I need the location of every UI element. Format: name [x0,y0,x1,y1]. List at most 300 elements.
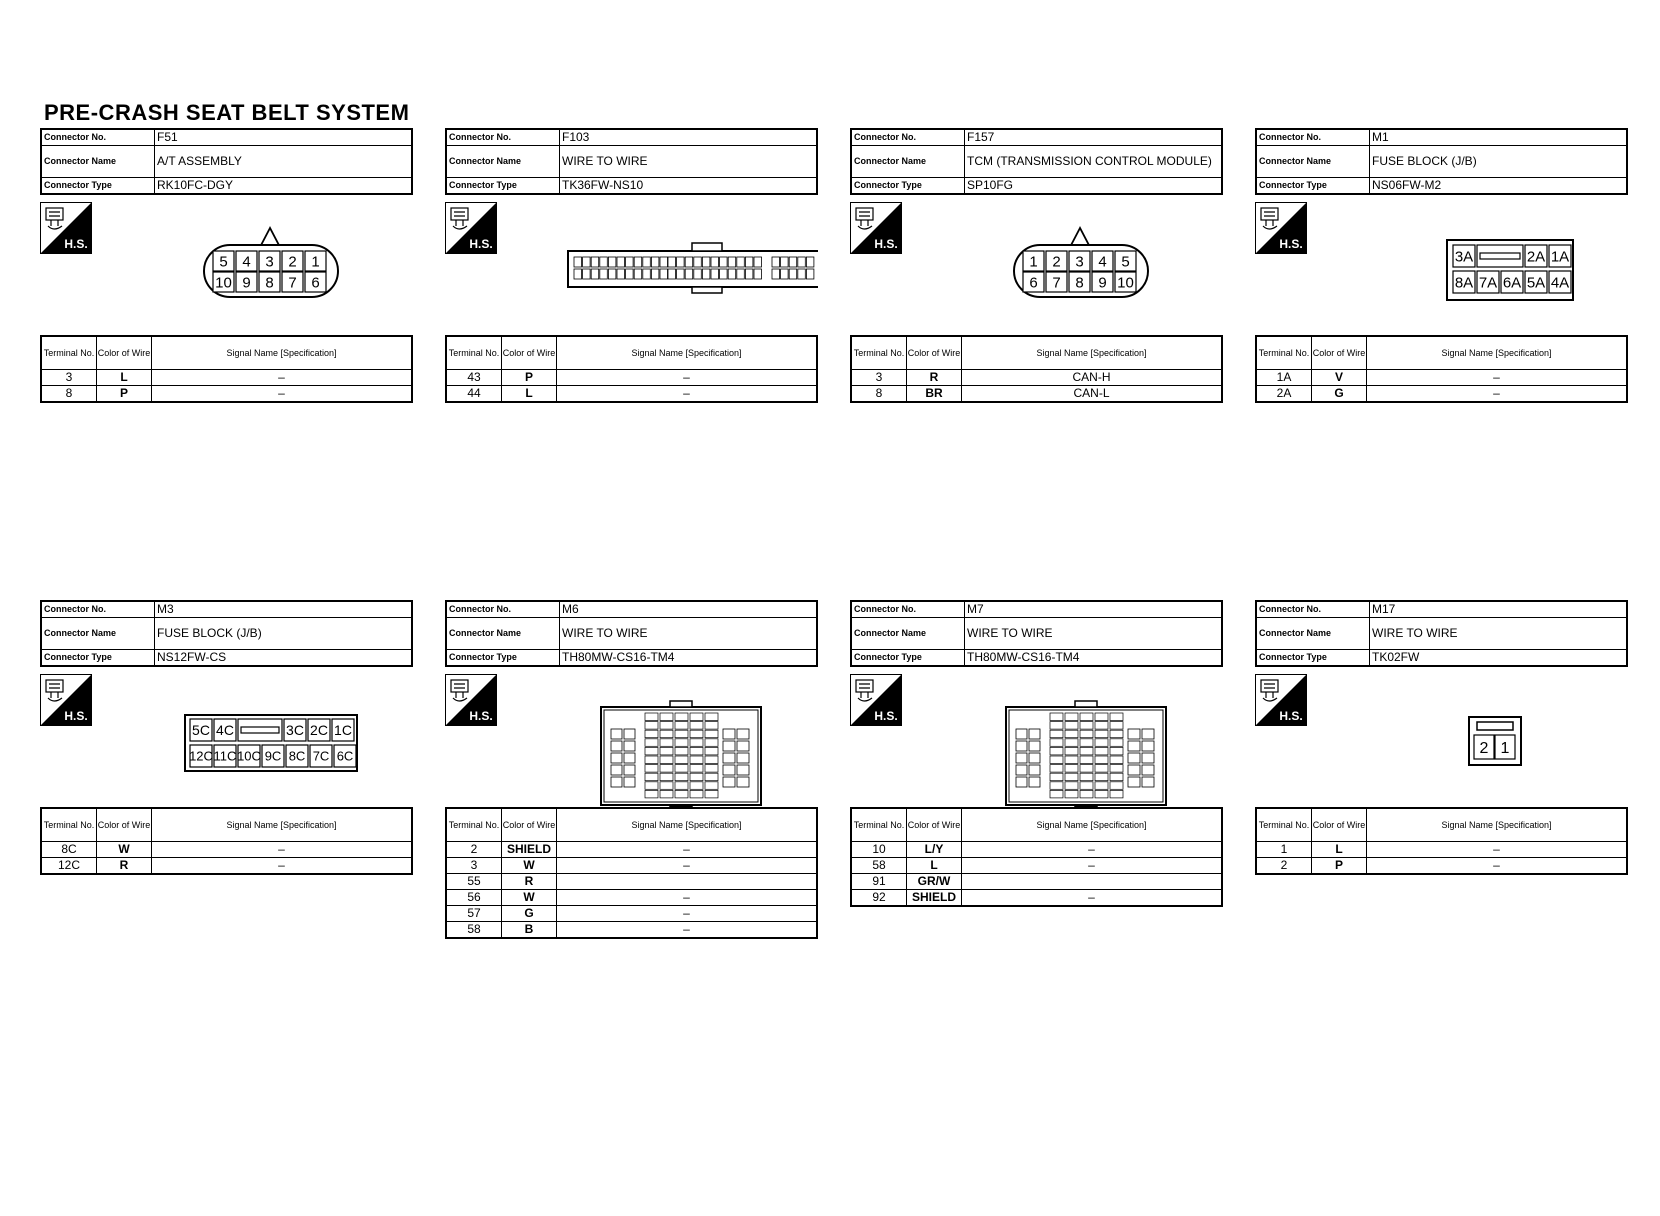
connector-pin [624,765,635,775]
connector-face-drawing [100,195,413,335]
connector-pin [1065,722,1078,730]
terminal-table [1255,807,1628,875]
hs-label: H.S. [469,237,493,251]
harness-side-icon [850,674,902,726]
info-value: M3 [155,601,413,618]
table-row [446,386,817,403]
terminal-no: 10 [851,842,907,858]
terminal-table-header: Terminal No. [1256,336,1312,370]
terminal-color: L [907,858,962,874]
connector-pin [611,765,622,775]
connector-diagram [850,195,1223,335]
info-value: WIRE TO WIRE [560,146,818,178]
terminal-no: 8C [41,842,97,858]
connector-pin [737,269,745,279]
pin-label: 5C [192,722,210,739]
pin-label: 3 [265,253,274,271]
table-row [1256,858,1627,875]
terminal-no: 3 [41,370,97,386]
terminal-signal: CAN-H [962,370,1223,386]
connector-pin [705,730,718,738]
connector-pin [1065,773,1078,781]
terminal-signal [557,874,818,890]
connector-pin [237,745,261,767]
connector-pin [1110,713,1123,721]
connector-pin [1050,790,1063,798]
lock-tab [1480,253,1520,259]
terminal-table-header: Terminal No. [41,808,97,842]
connector-pin [720,269,728,279]
connector-pin [1110,790,1123,798]
info-label: Connector No. [446,601,560,618]
connector-pin [1016,765,1027,775]
connector-pin [608,257,616,267]
terminal-table-header: Color of Wire [1312,336,1367,370]
connector-pin [675,756,688,764]
connector-diagram [850,667,1223,807]
hs-label: H.S. [874,237,898,251]
connector-pin [1453,271,1475,293]
connector-pin [574,257,582,267]
terminal-no: 1 [1256,842,1312,858]
info-label: Connector Type [446,650,560,667]
harness-side-icon [445,674,497,726]
terminal-signal: – [557,370,818,386]
connector-pin [1050,756,1063,764]
lock-tab [670,805,692,807]
connector-pin [1477,271,1499,293]
info-label: Connector Type [41,650,155,667]
connector-pin [1029,741,1040,751]
connector-card [445,600,818,939]
connector-pin [1549,271,1571,293]
connector-info-table [40,600,413,667]
terminal-color: L [502,386,557,403]
terminal-signal: – [557,842,818,858]
connector-pin [284,719,306,741]
terminal-no: 43 [446,370,502,386]
terminal-color: W [97,842,152,858]
hs-label: H.S. [64,709,88,723]
terminal-table-header: Color of Wire [1312,808,1367,842]
connector-diagram [40,195,413,335]
connector-pin [286,745,308,767]
terminal-signal: CAN-L [962,386,1223,403]
table-row [1256,370,1627,386]
connector-pin [690,756,703,764]
connector-pin [660,790,673,798]
info-label: Connector No. [446,129,560,146]
connector-info-table [850,600,1223,667]
connector-pin [1095,722,1108,730]
terminal-no: 91 [851,874,907,890]
connector-pin [645,739,658,747]
connector-pin [1016,753,1027,763]
connector-info-table [1255,128,1628,195]
connector-pin [737,765,749,775]
terminal-color: W [502,858,557,874]
connector-pin [728,257,736,267]
connector-pin [591,269,599,279]
pin-label: 10 [215,274,232,292]
terminal-table-header: Color of Wire [907,808,962,842]
connector-pin [1128,729,1140,739]
pin-label: 6 [311,274,320,292]
connector-pin [1023,251,1044,271]
harness-side-icon [1255,674,1307,726]
terminal-signal: – [557,890,818,906]
info-value: NS12FW-CS [155,650,413,667]
connector-pin [737,257,745,267]
connector-pin [634,269,642,279]
info-value: FUSE BLOCK (J/B) [1370,146,1628,178]
terminal-table [850,807,1223,907]
table-row [851,370,1222,386]
connector-pin [806,257,814,267]
pin-label: 4A [1550,274,1570,292]
connector-pin [685,269,693,279]
info-value: M6 [560,601,818,618]
terminal-signal: – [152,858,413,875]
terminal-table-header: Terminal No. [851,336,907,370]
connector-pin [660,782,673,790]
terminal-signal: – [152,842,413,858]
lock-tab [1075,701,1097,707]
terminal-table [40,807,413,875]
connector-info-table [850,128,1223,195]
connector-pin [624,753,635,763]
connector-face-drawing [100,667,413,807]
connector-pin [737,729,749,739]
connector-pin [675,765,688,773]
harness-side-icon [40,202,92,254]
connector-pin [282,272,303,292]
connector-pin [1016,729,1027,739]
terminal-color: V [1312,370,1367,386]
info-label: Connector No. [1256,129,1370,146]
terminal-color: G [502,906,557,922]
terminal-signal: – [152,386,413,403]
pin-label: 8 [265,274,274,292]
connector-info-table [40,128,413,195]
connector-pin [282,251,303,271]
terminal-table [850,335,1223,403]
pin-label: 4C [216,722,234,739]
connector-pin [711,257,719,267]
connector-pin [236,272,257,292]
pin-label: 2C [310,722,328,739]
connector-pin [690,713,703,721]
table-row [851,890,1222,907]
connector-pin [1080,790,1093,798]
connector-pin [1110,773,1123,781]
terminal-table-header: Color of Wire [97,808,152,842]
connector-pin [259,251,280,271]
info-label: Connector Name [851,618,965,650]
hs-label: H.S. [1279,237,1303,251]
connector-pin [1128,753,1140,763]
connector-pin [677,257,685,267]
pin-label: 4 [242,253,251,271]
connector-pin [332,719,354,741]
connector-pin [238,719,282,741]
connector-pin [1050,713,1063,721]
connector-pin [754,269,762,279]
pin-label: 9C [264,748,282,764]
terminal-signal: – [557,386,818,403]
info-label: Connector Name [446,146,560,178]
connector-pin [1095,756,1108,764]
connector-pin [1095,747,1108,755]
connector-pin [214,719,236,741]
terminal-table-header: Terminal No. [446,808,502,842]
connector-pin [1050,773,1063,781]
connector-pin [723,729,735,739]
connector-pin [1069,272,1090,292]
connector-diagram [1255,667,1628,807]
info-value: WIRE TO WIRE [560,618,818,650]
info-value: M17 [1370,601,1628,618]
terminal-color: G [1312,386,1367,403]
connector-pin [737,741,749,751]
info-value: NS06FW-M2 [1370,178,1628,195]
connector-pin [660,730,673,738]
info-label: Connector Name [41,146,155,178]
connector-pin [694,257,702,267]
connector-pin [660,713,673,721]
connector-diagram [445,195,818,335]
connector-pin [1080,739,1093,747]
terminal-no: 12C [41,858,97,875]
connector-pin [685,257,693,267]
terminal-table [40,335,413,403]
connector-pin [1065,765,1078,773]
connector-pin [1142,765,1154,775]
info-value: TH80MW-CS16-TM4 [965,650,1223,667]
connector-pin [1115,251,1136,271]
harness-side-icon [40,674,92,726]
connector-pin [675,747,688,755]
terminal-signal: – [1367,842,1628,858]
connector-face-drawing [1315,195,1628,335]
connector-pin [1110,730,1123,738]
pin-label: 2 [1479,739,1489,757]
connector-pin [781,269,789,279]
connector-pin [789,269,797,279]
connector-pin [645,713,658,721]
connector-pin [189,745,213,767]
terminal-table-header: Terminal No. [851,808,907,842]
info-label: Connector Type [851,178,965,195]
connector-pin [651,257,659,267]
info-label: Connector No. [851,129,965,146]
pin-label: 10 [1117,274,1134,292]
pin-label: 1C [334,722,352,739]
table-row [446,858,817,874]
terminal-no: 3 [851,370,907,386]
terminal-color: SHIELD [502,842,557,858]
info-value: WIRE TO WIRE [1370,618,1628,650]
connector-pin [772,257,780,267]
table-row [446,922,817,939]
terminal-table [1255,335,1628,403]
connector-pin [745,257,753,267]
connector-pin [611,741,622,751]
terminal-color: R [502,874,557,890]
connector-card [40,128,413,403]
connector-card [1255,600,1628,875]
info-label: Connector Type [41,178,155,195]
connector-pin [705,722,718,730]
pin-label: 6A [1502,274,1522,292]
connector-pin [1029,753,1040,763]
connector-pin [583,269,591,279]
connector-pin [705,756,718,764]
connector-face-drawing [910,195,1223,335]
terminal-no: 58 [446,922,502,939]
connector-pin [213,251,234,271]
connector-pin [705,747,718,755]
connector-pin [645,730,658,738]
connector-pin [1050,739,1063,747]
connector-pin [1029,765,1040,775]
pin-label: 4 [1098,253,1107,271]
lock-tab [1477,722,1513,730]
connector-pin [675,739,688,747]
connector-pin [675,790,688,798]
connector-pin [1110,722,1123,730]
connector-pin [608,269,616,279]
connector-pin [728,269,736,279]
info-label: Connector Type [851,650,965,667]
terminal-no: 8 [41,386,97,403]
connector-pin [798,269,806,279]
connector-pin [806,269,814,279]
connector-pin [626,269,634,279]
pin-label: 1A [1550,248,1570,266]
connector-pin [643,257,651,267]
connector-pin [624,729,635,739]
page-title: PRE-CRASH SEAT BELT SYSTEM [44,100,410,125]
connector-pin [1050,782,1063,790]
connector-pin [702,257,710,267]
connector-face-drawing [1315,667,1628,807]
pin-label: 5A [1526,274,1546,292]
connector-card [40,600,413,875]
info-value: F51 [155,129,413,146]
info-value: SP10FG [965,178,1223,195]
connector-pin [634,257,642,267]
pin-label: 2 [1052,253,1061,271]
terminal-color: L [1312,842,1367,858]
terminal-table [445,335,818,403]
connector-face-drawing [505,667,818,807]
connector-diagram [445,667,818,807]
connector-pin [690,773,703,781]
connector-pin [660,756,673,764]
pin-label: 1 [1500,739,1510,757]
terminal-table-header: Color of Wire [97,336,152,370]
connector-pin [1065,756,1078,764]
connector-pin [668,257,676,267]
table-row [851,874,1222,890]
terminal-table-header: Signal Name [Specification] [962,336,1223,370]
info-label: Connector No. [851,601,965,618]
table-row [41,386,412,403]
pin-label: 9 [1098,274,1107,292]
table-row [41,370,412,386]
pin-label: 10C [237,748,261,764]
connector-pin [1016,741,1027,751]
connector-pin [1065,739,1078,747]
connector-pin [694,269,702,279]
connector-pin [1549,245,1571,267]
connector-face-drawing [910,667,1223,807]
connector-face-drawing [505,195,818,335]
pin-label: 7C [312,748,330,764]
terminal-no: 3 [446,858,502,874]
connector-pin [675,773,688,781]
info-value: TK36FW-NS10 [560,178,818,195]
connector-pin [690,739,703,747]
info-label: Connector No. [1256,601,1370,618]
connector-pin [711,269,719,279]
terminal-table-header: Signal Name [Specification] [1367,808,1628,842]
terminal-color: L/Y [907,842,962,858]
connector-pin [737,777,749,787]
table-row [446,842,817,858]
connector-pin [611,729,622,739]
connector-card [445,128,818,403]
terminal-no: 2 [446,842,502,858]
terminal-table [445,807,818,939]
connector-pin [591,257,599,267]
connector-pin [723,753,735,763]
connector-pin [236,251,257,271]
connector-pin [1110,782,1123,790]
hs-label: H.S. [874,709,898,723]
terminal-table-header: Signal Name [Specification] [557,808,818,842]
connector-pin [1115,272,1136,292]
info-value: F157 [965,129,1223,146]
connector-pin [626,257,634,267]
pin-label: 3A [1454,248,1474,266]
terminal-color: W [502,890,557,906]
connector-pin [675,730,688,738]
connector-pin [1095,739,1108,747]
terminal-color: P [97,386,152,403]
terminal-table-header: Signal Name [Specification] [152,808,413,842]
terminal-no: 2 [1256,858,1312,875]
terminal-signal: – [557,922,818,939]
connector-pin [798,257,806,267]
connector-pin [668,269,676,279]
connector-pin [1023,272,1044,292]
table-row [446,906,817,922]
info-label: Connector Name [41,618,155,650]
connector-pin [213,272,234,292]
connector-pin [1142,777,1154,787]
connector-card [850,128,1223,403]
terminal-table-header: Color of Wire [502,808,557,842]
connector-pin [1525,245,1547,267]
pin-label: 6C [336,748,354,764]
terminal-table-header: Terminal No. [446,336,502,370]
lock-tab [692,243,722,251]
connector-pin [1474,735,1494,759]
connector-pin [781,257,789,267]
connector-info-table [445,600,818,667]
